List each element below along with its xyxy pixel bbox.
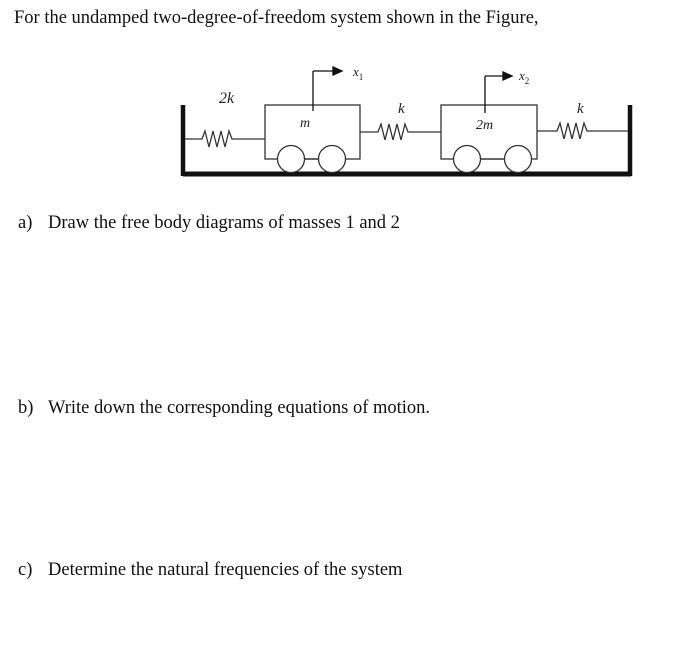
mass-2-block [441,105,537,173]
spring-k-middle-icon [360,124,441,140]
problem-intro: For the undamped two-degree-of-freedom system shown in the Figure, [14,8,539,28]
spring-k-right-label: k [577,101,584,117]
spring-k-right-icon [537,123,628,139]
ground-and-walls [183,105,631,176]
question-a [18,213,400,234]
question-b [18,398,430,419]
mass-1-block [265,105,360,173]
question-c-text: Determine the natural frequencies of the system [48,560,403,580]
displacement-x2-arrow-icon [485,72,512,113]
spring-2k-label: 2k [219,90,235,107]
question-b-text: Write down the corresponding equations of motion. [48,398,431,418]
disp-x2-label: $x_2$ [519,68,530,86]
question-a-label: a) [18,213,33,233]
question-c-label: c) [18,560,33,580]
question-c [18,560,402,581]
mass-1-label: m [300,116,311,131]
two-dof-system-figure [0,0,682,200]
mass-2-label: 2m [476,118,494,133]
spring-k-middle-label: k [398,101,405,117]
question-a-text: Draw the free body diagrams of masses 1 and 2 [48,213,400,233]
disp-x1-label: $x_1$ [353,64,364,82]
spring-2k-icon [185,131,265,147]
question-b-label: b) [18,398,34,418]
